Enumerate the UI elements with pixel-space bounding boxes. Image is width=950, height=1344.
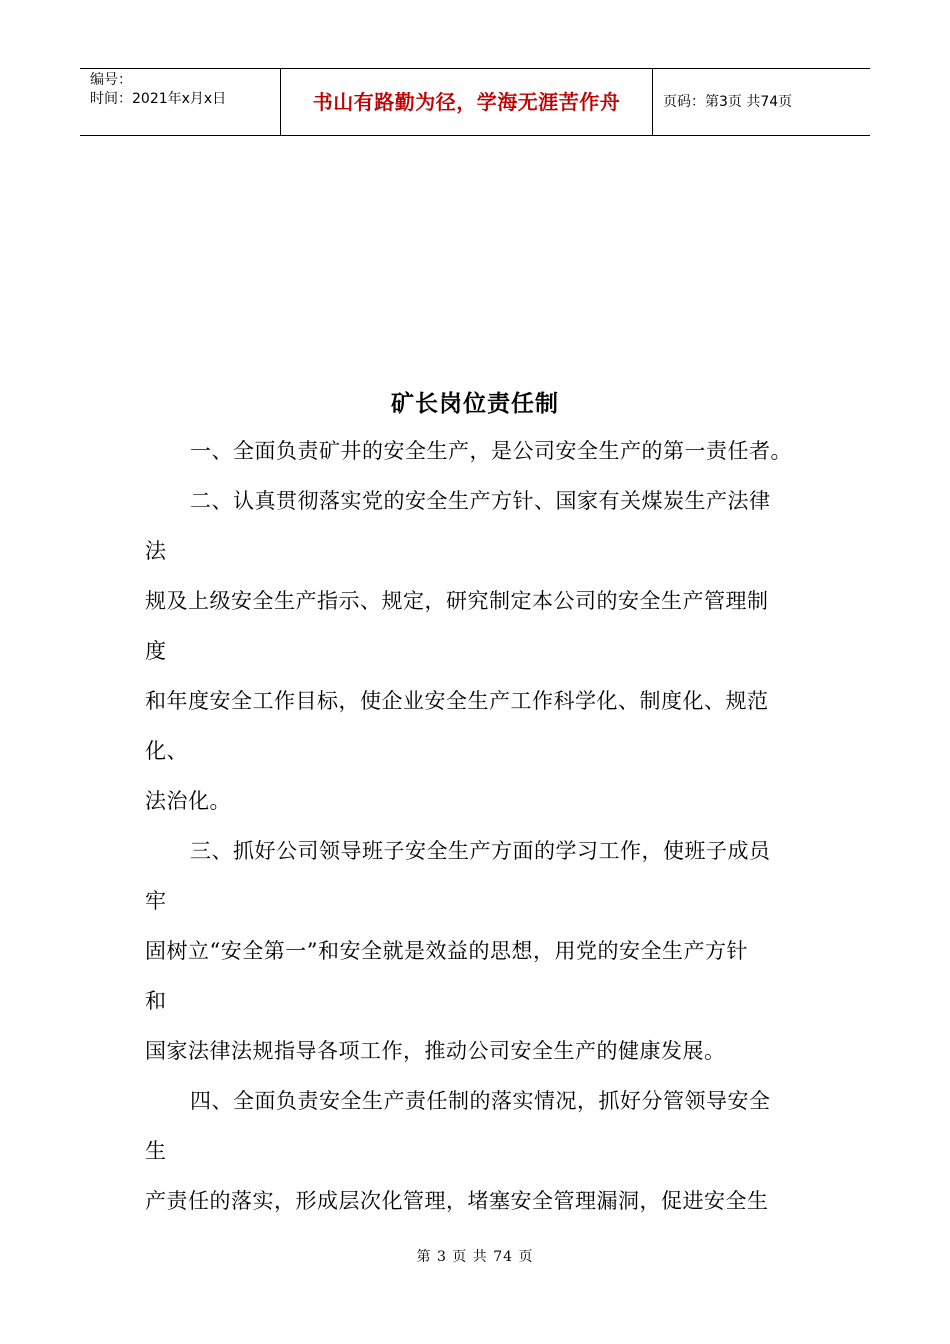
header-meta-cell (80, 69, 281, 135)
text-line: 固树立“安全第一”和安全就是效益的思想，用党的安全生产方针 (145, 939, 748, 963)
text-line: 和年度安全工作目标，使企业安全生产工作科学化、制度化、规范 (145, 689, 769, 713)
page-header (80, 68, 870, 136)
header-motto: 书山有路勤为径，学海无涯苦作舟 (281, 69, 653, 135)
document-title: 矿长岗位责任制 (391, 390, 559, 417)
document-number-label: 编号： (90, 72, 132, 88)
page-footer: 第 3 页 共 74 页 (416, 1249, 534, 1265)
text-line: 二、认真贯彻落实党的安全生产方针、国家有关煤炭生产法律 (190, 489, 771, 513)
text-line: 牢 (145, 889, 167, 913)
text-line: 和 (145, 989, 167, 1013)
text-line: 四、全面负责安全生产责任制的落实情况，抓好分管领导安全 (190, 1089, 771, 1113)
text-line: 三、抓好公司领导班子安全生产方面的学习工作，使班子成员 (190, 839, 771, 863)
text-line: 国家法律法规指导各项工作，推动公司安全生产的健康发展。 (145, 1039, 726, 1063)
text-line: 产责任的落实，形成层次化管理，堵塞安全管理漏洞，促进安全生 (145, 1189, 769, 1213)
text-line: 法治化。 (145, 789, 231, 813)
text-line: 化、 (145, 739, 188, 763)
document-time-label: 时间：2021年x月x日 (90, 91, 227, 107)
text-line: 规及上级安全生产指示、规定，研究制定本公司的安全生产管理制 (145, 589, 769, 613)
text-line: 一、全面负责矿井的安全生产，是公司安全生产的第一责任者。 (190, 439, 792, 463)
text-line: 生 (145, 1139, 167, 1163)
text-line: 度 (145, 639, 167, 663)
header-page-info: 页码：第3页 共74页 (663, 94, 793, 110)
text-line: 法 (145, 539, 167, 563)
